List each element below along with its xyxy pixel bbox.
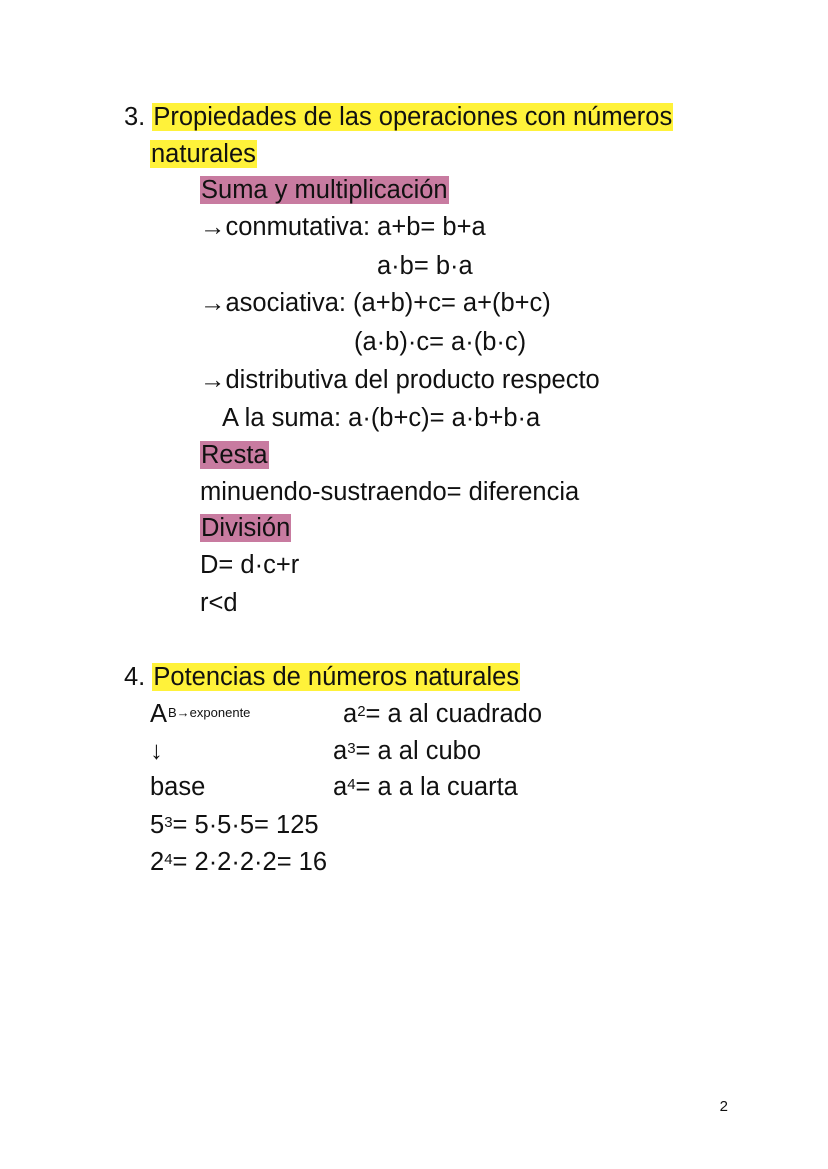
power-notation — [150, 697, 250, 731]
section-3-title-line1: Propiedades de las operaciones con números — [153, 103, 673, 131]
fourth-base: a — [333, 773, 348, 801]
fourth-exponent: 4 — [347, 776, 356, 793]
example-2-base: 2 — [150, 848, 165, 876]
commutative-line-2: a·b= b·a — [377, 252, 473, 280]
example-1-exponent: 3 — [164, 814, 173, 831]
commutative-line: →conmutativa: a+b= b+a — [200, 213, 486, 241]
subheading-resta-text: Resta — [201, 441, 268, 469]
cube-line — [333, 734, 481, 768]
example-1-base: 5 — [150, 811, 165, 839]
arrow-down-icon: ↓ — [150, 737, 163, 765]
square-base: a — [343, 700, 358, 728]
subheading-division — [200, 511, 291, 545]
division-line-1: D= d·c+r — [200, 551, 300, 579]
subheading-suma-multiplicacion — [200, 173, 449, 207]
division-line-2: r<d — [200, 589, 238, 617]
power-exponent-label: B→exponente — [168, 705, 251, 720]
example-2-text: = 2·2·2·2= 16 — [172, 848, 328, 876]
section-3-heading — [124, 100, 673, 134]
section-3-heading-cont — [150, 137, 257, 171]
example-2-exponent: 4 — [164, 851, 173, 868]
section-4-heading — [124, 660, 520, 694]
associative-line-2: (a·b)·c= a·(b·c) — [354, 328, 527, 356]
distributive-line-2: A la suma: a·(b+c)= a·b+b·a — [222, 404, 541, 432]
section-4-number: 4. — [124, 663, 146, 691]
square-exponent: 2 — [357, 703, 366, 720]
square-text: = a al cuadrado — [365, 700, 543, 728]
fourth-text: = a a la cuarta — [355, 773, 518, 801]
subheading-division-text: División — [201, 514, 291, 542]
fourth-power-line — [333, 770, 518, 804]
subheading-resta — [200, 438, 269, 472]
square-line — [343, 697, 542, 731]
cube-exponent: 3 — [347, 740, 356, 757]
example-1-text: = 5·5·5= 125 — [172, 811, 319, 839]
example-2 — [150, 845, 327, 879]
subheading-suma-multiplicacion-text: Suma y multiplicación — [201, 176, 448, 204]
distributive-line: →distributiva del producto respecto — [200, 366, 600, 394]
section-4-title: Potencias de números naturales — [153, 663, 520, 691]
section-3-title-line2: naturales — [151, 140, 256, 168]
power-base-letter: A — [150, 700, 168, 728]
page-number: 2 — [719, 1098, 728, 1115]
cube-base: a — [333, 737, 348, 765]
base-label: base — [150, 773, 206, 801]
example-1 — [150, 808, 319, 842]
associative-line: →asociativa: (a+b)+c= a+(b+c) — [200, 289, 551, 317]
resta-line: minuendo-sustraendo= diferencia — [200, 478, 580, 506]
section-3-number: 3. — [124, 103, 146, 131]
cube-text: = a al cubo — [355, 737, 482, 765]
